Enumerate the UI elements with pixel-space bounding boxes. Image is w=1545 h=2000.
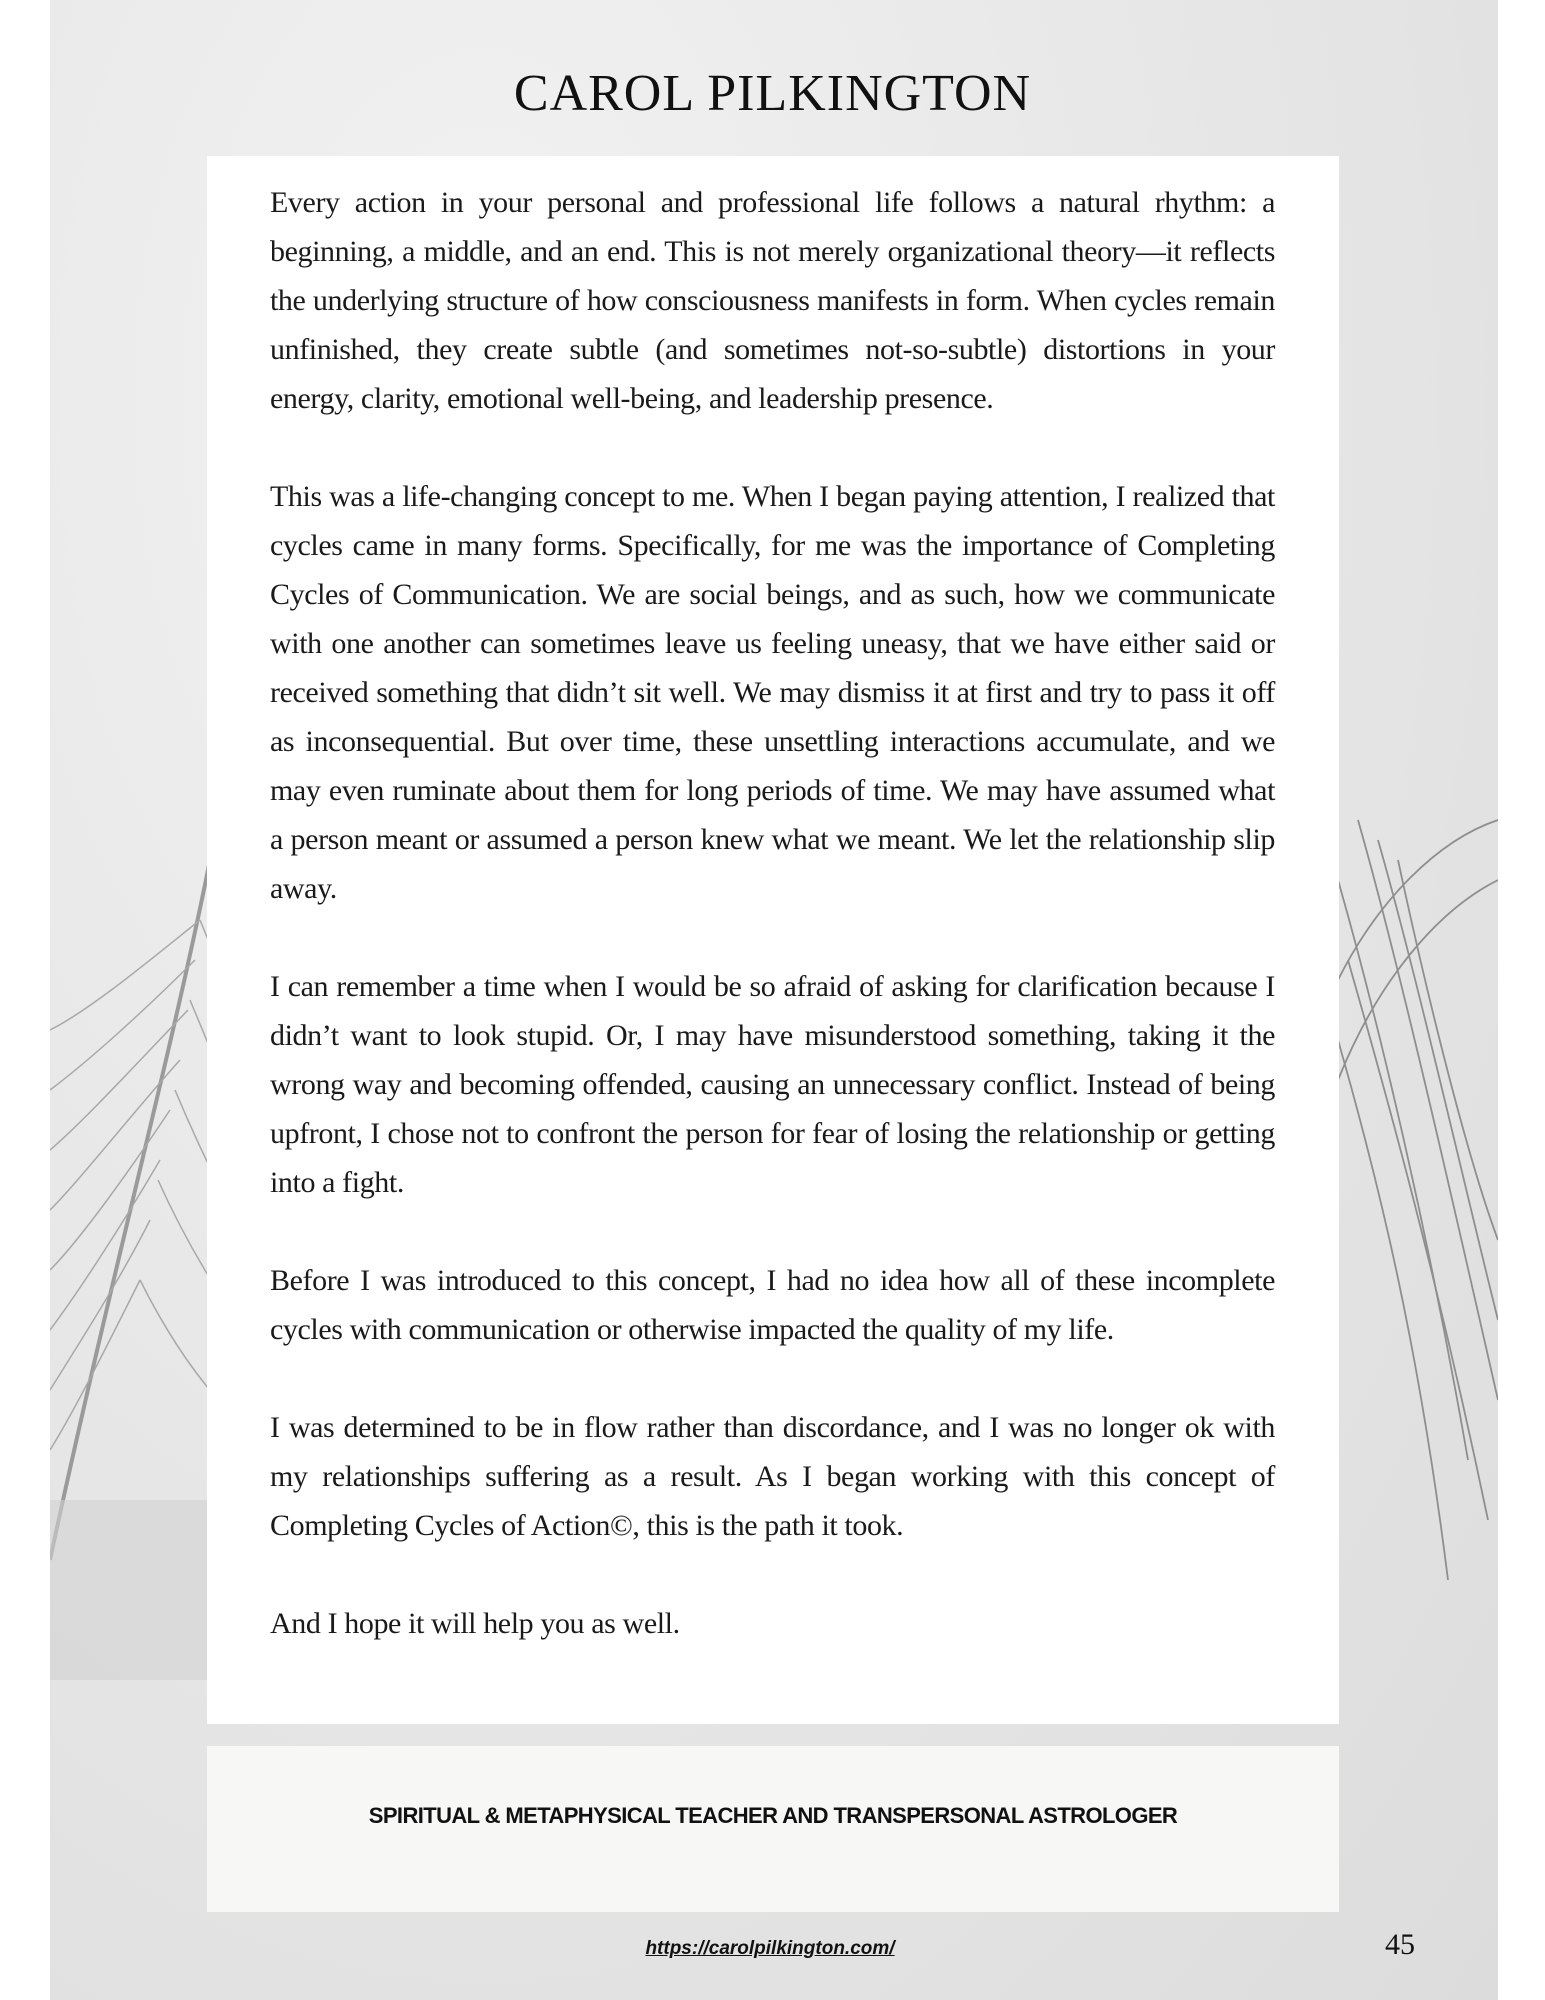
paragraph: And I hope it will help you as well. xyxy=(270,1607,680,1640)
website-link[interactable]: https://carolpilkington.com/ xyxy=(645,1938,895,1959)
paragraph: I was determined to be in flow rather than discordance, and I was no longer ok with my relationships suffering as a result. As I began working with this concept of Completing Cycles of Action©, this is the path it took. xyxy=(270,1411,1275,1542)
page-number: 45 xyxy=(1385,1928,1415,1961)
paragraph: This was a life-changing concept to me. When I began paying attention, I realized that cycles came in many forms. Specifically, for me was the importance of Completing Cycles of Communication. We are social beings, and as such, how we communicate with one another can sometimes leave us feeling uneasy, that we have either said or received something that didn’t sit well. We may dismiss it at first and try to pass it off as inconsequential. But over time, these unsettling interactions accumulate, and we may even ruminate about them for long periods of time. We may have assumed what a person meant or assumed a person knew what we meant. We let the relationship slip away. xyxy=(270,480,1275,905)
body-text xyxy=(270,178,1275,1648)
footer-tagline: SPIRITUAL & METAPHYSICAL TEACHER AND TRANSPERSONAL ASTROLOGER xyxy=(368,1803,1178,1828)
feather-right-icon xyxy=(1338,760,1498,1580)
footer-panel xyxy=(207,1746,1339,1912)
paragraph: I can remember a time when I would be so afraid of asking for clarification because I didn’t want to look stupid. Or, I may have misunderstood something, taking it the wrong way and becoming offended, causing an unnecessary conflict. Instead of being upfront, I chose not to confront the person for fear of losing the relationship or getting into a fight. xyxy=(270,970,1275,1199)
paragraph: Before I was introduced to this concept, I had no idea how all of these incomplete cycles with communication or otherwise impacted the quality of my life. xyxy=(270,1264,1275,1346)
page-title: CAROL PILKINGTON xyxy=(513,65,1032,122)
paragraph: Every action in your personal and professional life follows a natural rhythm: a beginning, a middle, and an end. This is not merely organizational theory—it reflects the underlying structure of how consciousness manifests in form. When cycles remain unfinished, they create subtle (and sometimes not-so-subtle) distortions in your energy, clarity, emotional well-being, and leadership presence. xyxy=(270,186,1275,415)
